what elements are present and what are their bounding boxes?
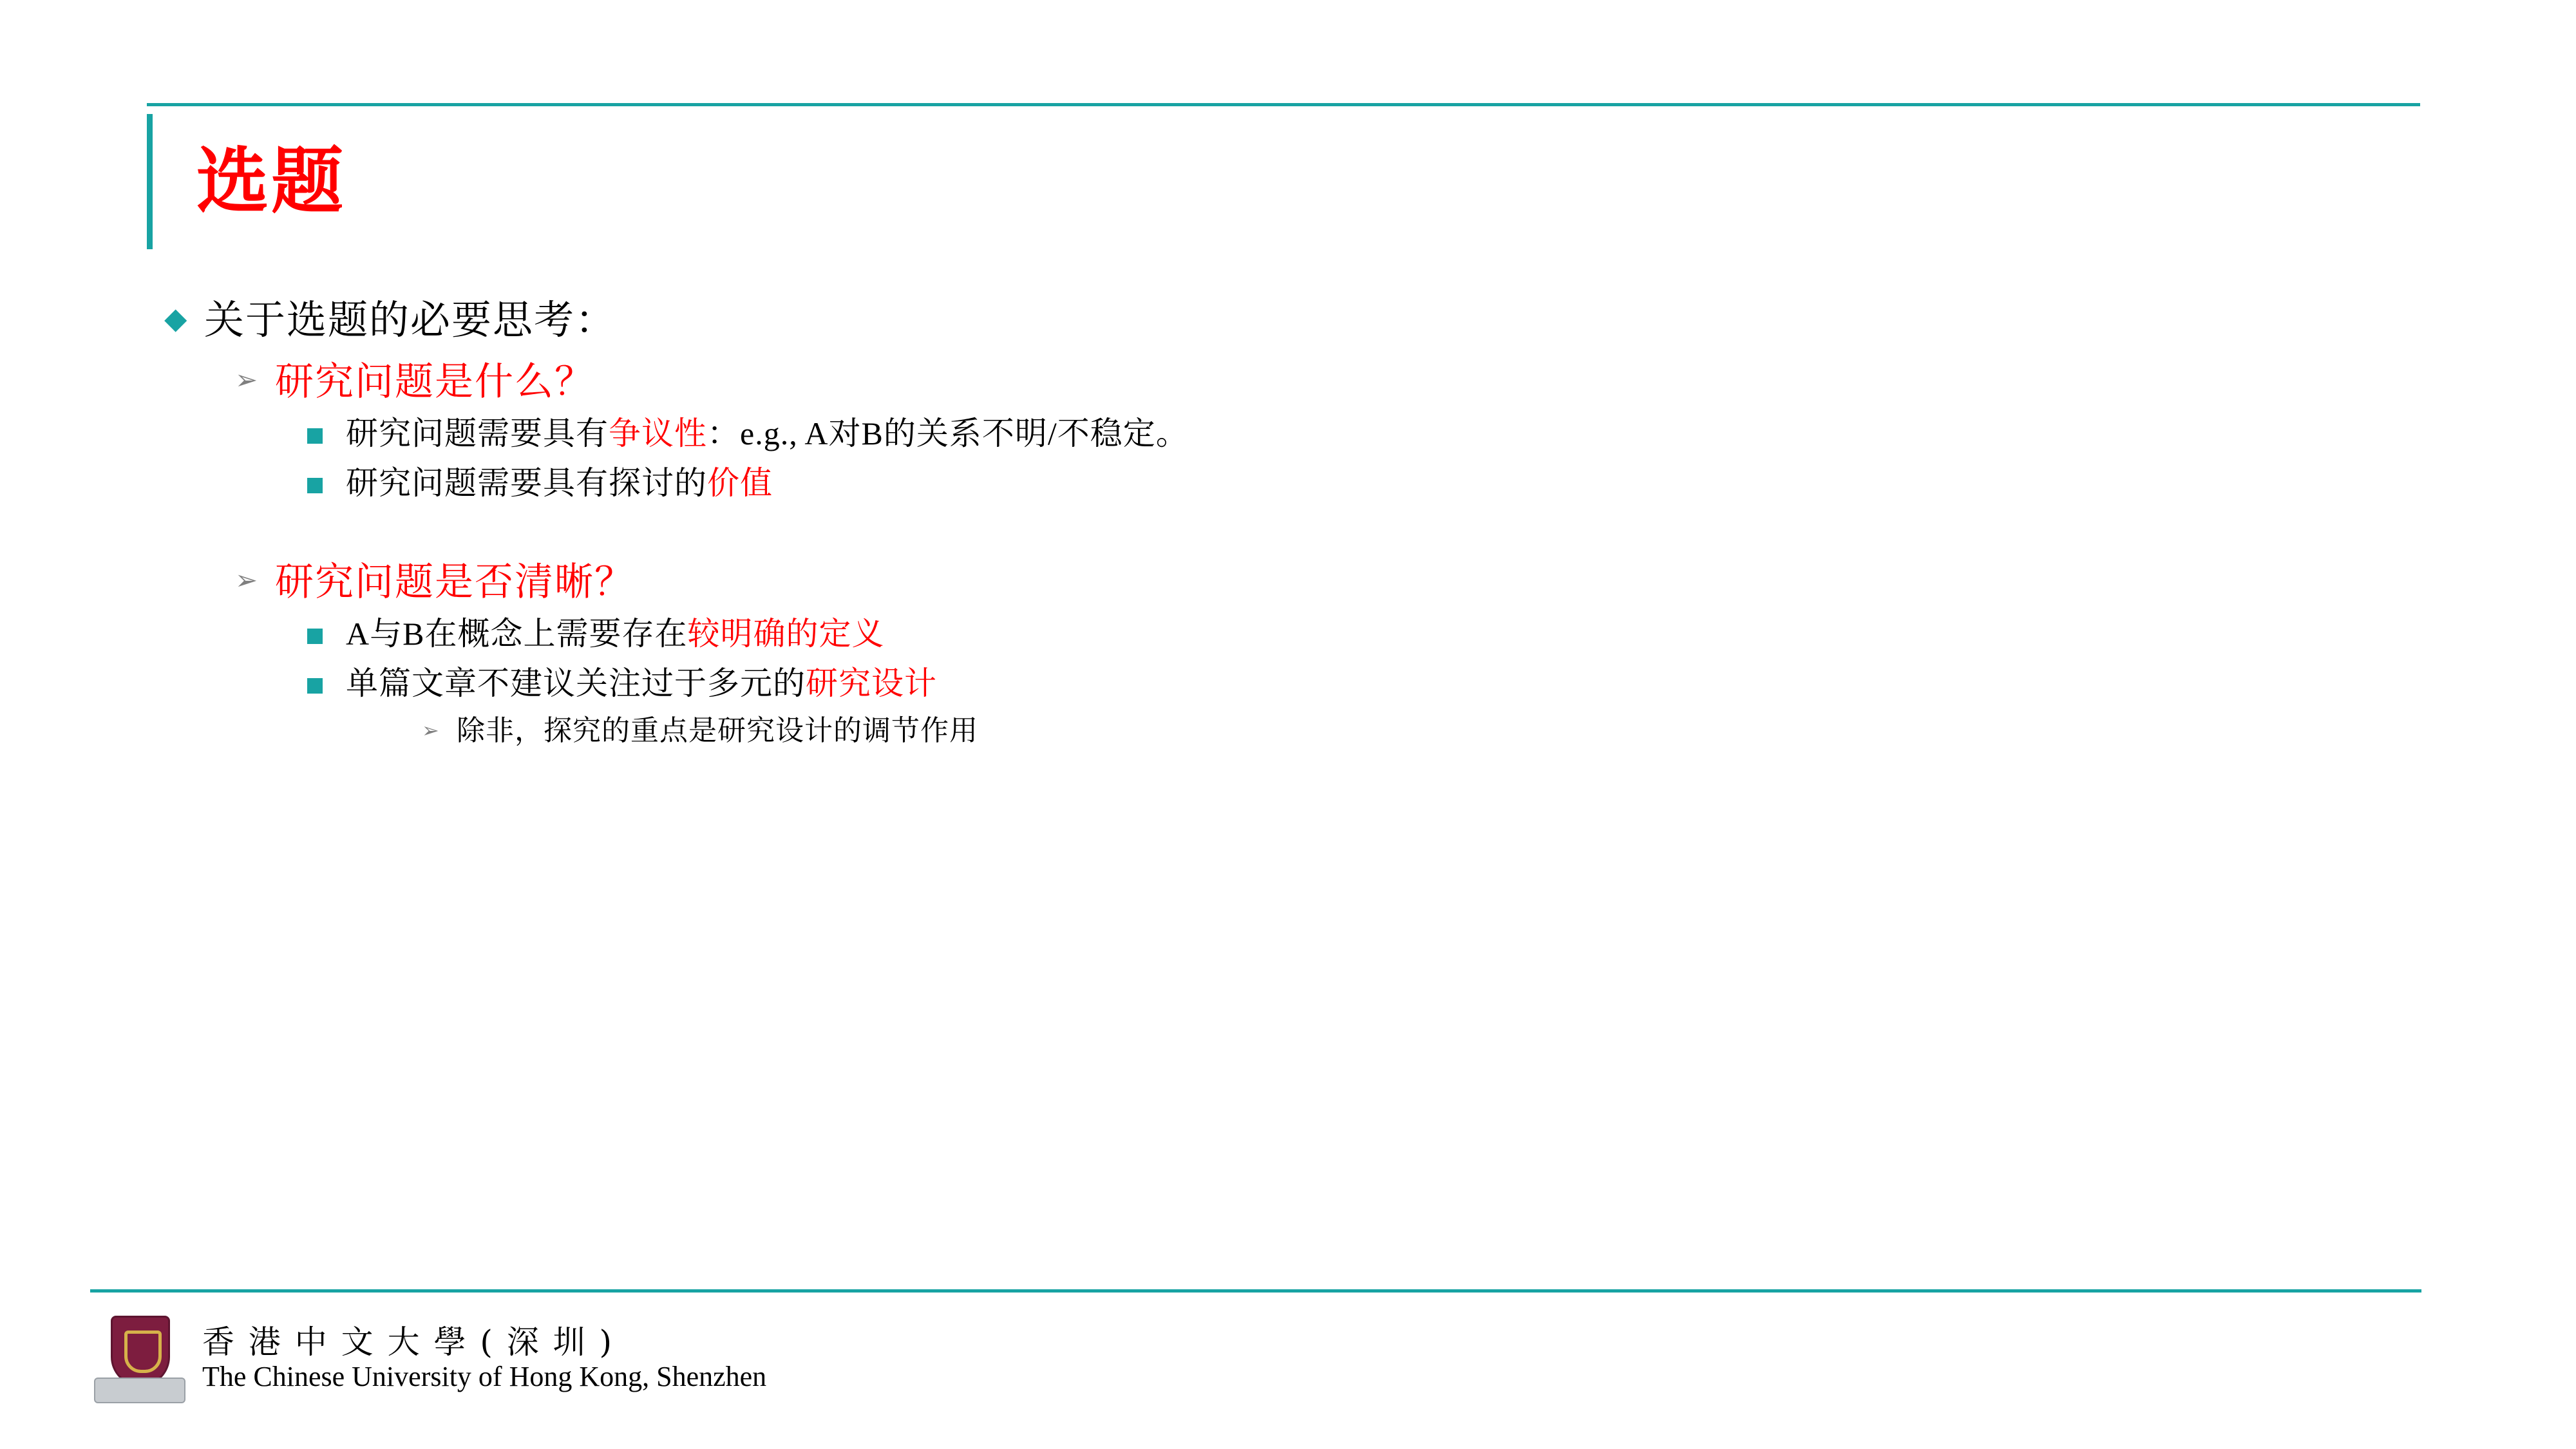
section2-item-0-pre: A与B在概念上需要存在 xyxy=(346,615,688,652)
section2-item-1 xyxy=(346,663,937,705)
arrow-bullet-icon: ➢ xyxy=(422,718,439,742)
list-item-level3 xyxy=(307,663,2418,705)
list-item-level2-question2 xyxy=(235,558,2418,607)
list-item-level3 xyxy=(307,413,2418,455)
section1-item-0-post: ：e.g., A对B的关系不明/不稳定。 xyxy=(707,415,1189,451)
top-divider xyxy=(147,103,2420,106)
section2-subitem: 除非，探究的重点是研究设计的调节作用 xyxy=(457,714,978,746)
list-item-level1 xyxy=(164,296,2418,346)
square-bullet-icon xyxy=(307,462,346,497)
section2-item-1-pre: 单篇文章不建议关注过于多元的 xyxy=(346,665,806,701)
institution-name-en: The Chinese University of Hong Kong, Shenzhen xyxy=(202,1361,767,1393)
slide-body xyxy=(164,296,2418,755)
institution-name-cn: 香 港 中 文 大 學 ( 深 圳 ) xyxy=(202,1323,614,1361)
section2-item-0-highlight: 较明确的定义 xyxy=(687,615,885,652)
level1-text: 关于选题的必要思考： xyxy=(204,299,617,343)
section1-heading: 研究问题是什么？ xyxy=(275,360,594,403)
list-item-level3 xyxy=(307,613,2418,655)
section1-item-1-highlight: 价值 xyxy=(707,464,773,501)
section2-heading: 研究问题是否清晰？ xyxy=(275,560,634,603)
slide-footer xyxy=(90,1311,766,1407)
arrow-bullet-icon: ➢ xyxy=(235,365,258,395)
list-item-level3 xyxy=(307,462,2418,504)
diamond-bullet-icon: ◆ xyxy=(164,302,187,335)
spacer xyxy=(164,512,2418,558)
section1-item-0 xyxy=(346,413,1189,455)
title-accent-bar xyxy=(147,114,153,249)
square-bullet-icon xyxy=(307,413,346,447)
page-title: 选题 xyxy=(196,139,346,223)
section1-item-0-highlight: 争议性 xyxy=(609,415,707,451)
bottom-divider xyxy=(90,1289,2421,1293)
slide-title-block xyxy=(147,111,346,252)
section2-item-1-highlight: 研究设计 xyxy=(806,665,937,701)
section1-item-0-pre: 研究问题需要具有 xyxy=(346,415,609,451)
list-item-level2-question1 xyxy=(235,358,2418,406)
arrow-bullet-icon: ➢ xyxy=(235,565,258,596)
section1-item-1-pre: 研究问题需要具有探讨的 xyxy=(346,464,707,501)
list-item-level4 xyxy=(422,712,2418,749)
square-bullet-icon xyxy=(307,613,346,647)
section1-item-1 xyxy=(346,462,773,504)
square-bullet-icon xyxy=(307,663,346,697)
section2-item-0 xyxy=(346,613,884,655)
footer-text-block xyxy=(202,1324,766,1394)
university-crest-icon xyxy=(90,1311,187,1407)
